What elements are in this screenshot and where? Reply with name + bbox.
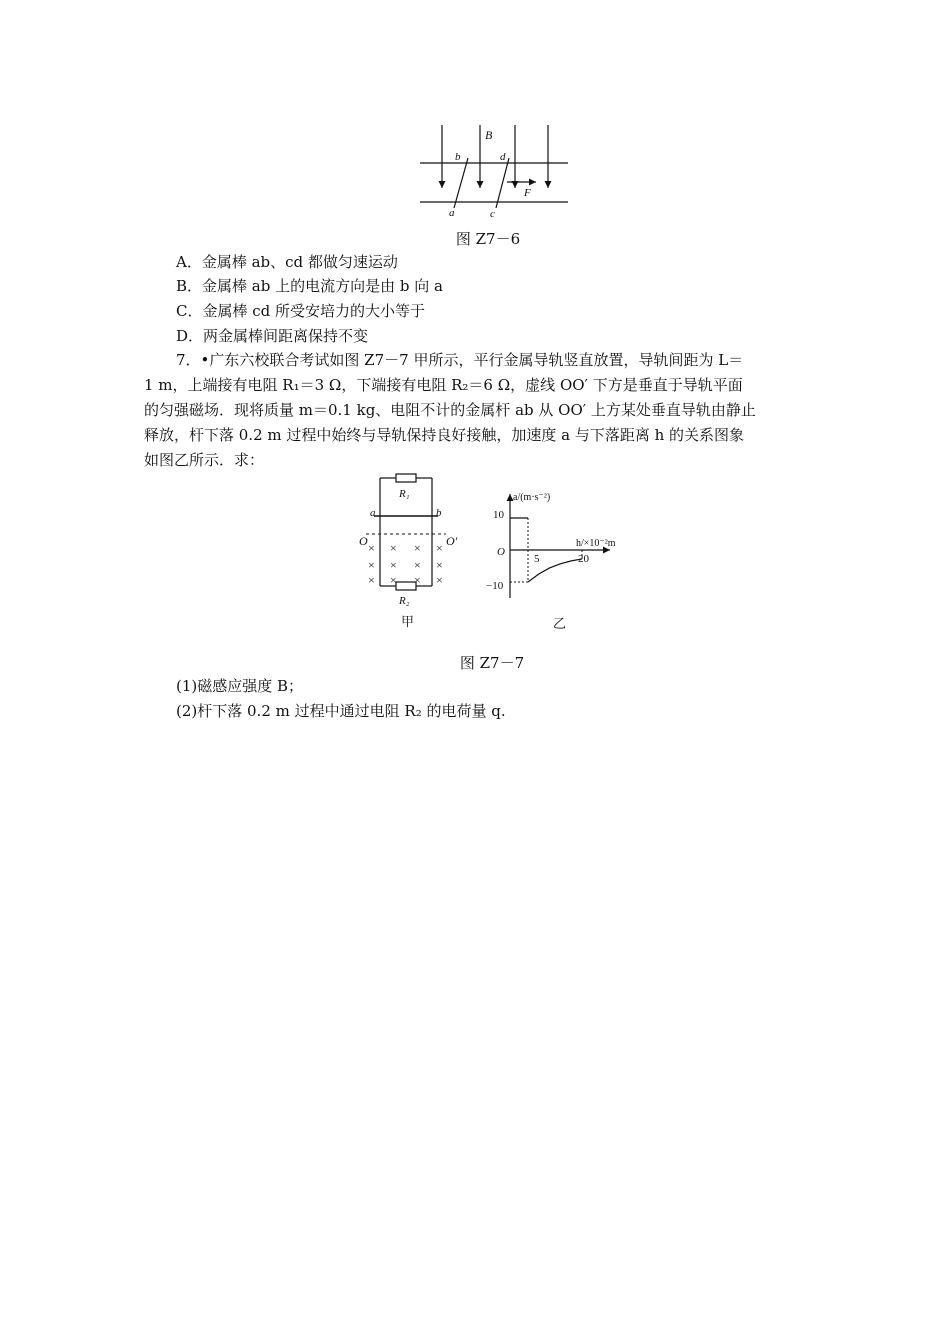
y-tick-10: 10 (493, 509, 504, 521)
label-c: c (490, 208, 495, 220)
option-a: A．金属棒 ab、cd 都做匀速运动 (176, 253, 398, 271)
x-tick-5: 5 (534, 553, 540, 565)
option-b: B．金属棒 ab 上的电流方向是由 b 向 a (176, 277, 443, 295)
question-7-line-2: 1 m，上端接有电阻 R₁＝3 Ω，下端接有电阻 R₂＝6 Ω，虚线 OO′ 下方是垂直于导轨平面 (144, 376, 743, 394)
option-c: C．金属棒 cd 所受安培力的大小等于 (176, 302, 426, 320)
label-b: b (455, 151, 461, 163)
question-7-line-1: 7．•广东六校联合考试如图 Z7－7 甲所示，平行金属导轨竖直放置，导轨间距为 L＝ (176, 351, 744, 369)
svg-text:×: × (368, 573, 375, 587)
svg-text:×: × (436, 558, 443, 572)
svg-text:×: × (368, 558, 375, 572)
caption-z7-7: 图 Z7－7 (459, 654, 525, 672)
label-b: b (436, 507, 442, 519)
svg-text:×: × (390, 573, 397, 587)
figure-z7-6 (410, 120, 575, 226)
label-o-prime: O′ (446, 534, 458, 548)
question-7-line-5: 如图乙所示．求： (144, 451, 265, 469)
origin-label: O (497, 546, 505, 558)
svg-text:×: × (436, 541, 443, 555)
figure-jia (356, 470, 466, 635)
svg-text:×: × (390, 558, 397, 572)
svg-text:×: × (414, 573, 421, 587)
label-d: d (500, 151, 506, 163)
svg-text:×: × (414, 541, 421, 555)
y-tick-neg10: −10 (486, 580, 504, 592)
svg-text:×: × (436, 573, 443, 587)
label-o: O (359, 534, 368, 548)
resistor-r1 (396, 474, 416, 482)
y-axis-label: a/(m·s⁻²) (513, 492, 551, 503)
label-B: B (485, 128, 493, 142)
figure-yi-graph (480, 488, 630, 636)
svg-text:×: × (414, 558, 421, 572)
x-axis-label: h/×10⁻²m (576, 538, 616, 549)
resistor-r2 (396, 582, 416, 590)
label-F: F (524, 187, 531, 199)
label-a: a (449, 207, 455, 219)
label-yi: 乙 (553, 616, 567, 631)
svg-text:×: × (390, 541, 397, 555)
subquestion-2: (2)杆下落 0.2 m 过程中通过电阻 R₂ 的电荷量 q. (176, 702, 506, 720)
question-7-line-3: 的匀强磁场．现将质量 m＝0.1 kg、电阻不计的金属杆 ab 从 OO′ 上方某处垂直导轨由静止 (144, 401, 756, 419)
label-jia: 甲 (401, 614, 415, 629)
rod-cd (496, 158, 509, 208)
label-a: a (370, 507, 376, 519)
label-r2: R₂ (399, 595, 410, 607)
svg-text:×: × (368, 541, 375, 555)
label-r1: R₁ (399, 488, 410, 500)
x-tick-20: 20 (578, 553, 589, 565)
option-d: D．两金属棒间距离保持不变 (176, 327, 369, 345)
question-7-line-4: 释放，杆下落 0.2 m 过程中始终与导轨保持良好接触，加速度 a 与下落距离 h 的关系图象 (144, 426, 745, 444)
subquestion-1: (1)磁感应强度 B； (176, 677, 304, 695)
rod-ab (454, 158, 468, 208)
caption-z7-6: 图 Z7－6 (455, 230, 521, 248)
